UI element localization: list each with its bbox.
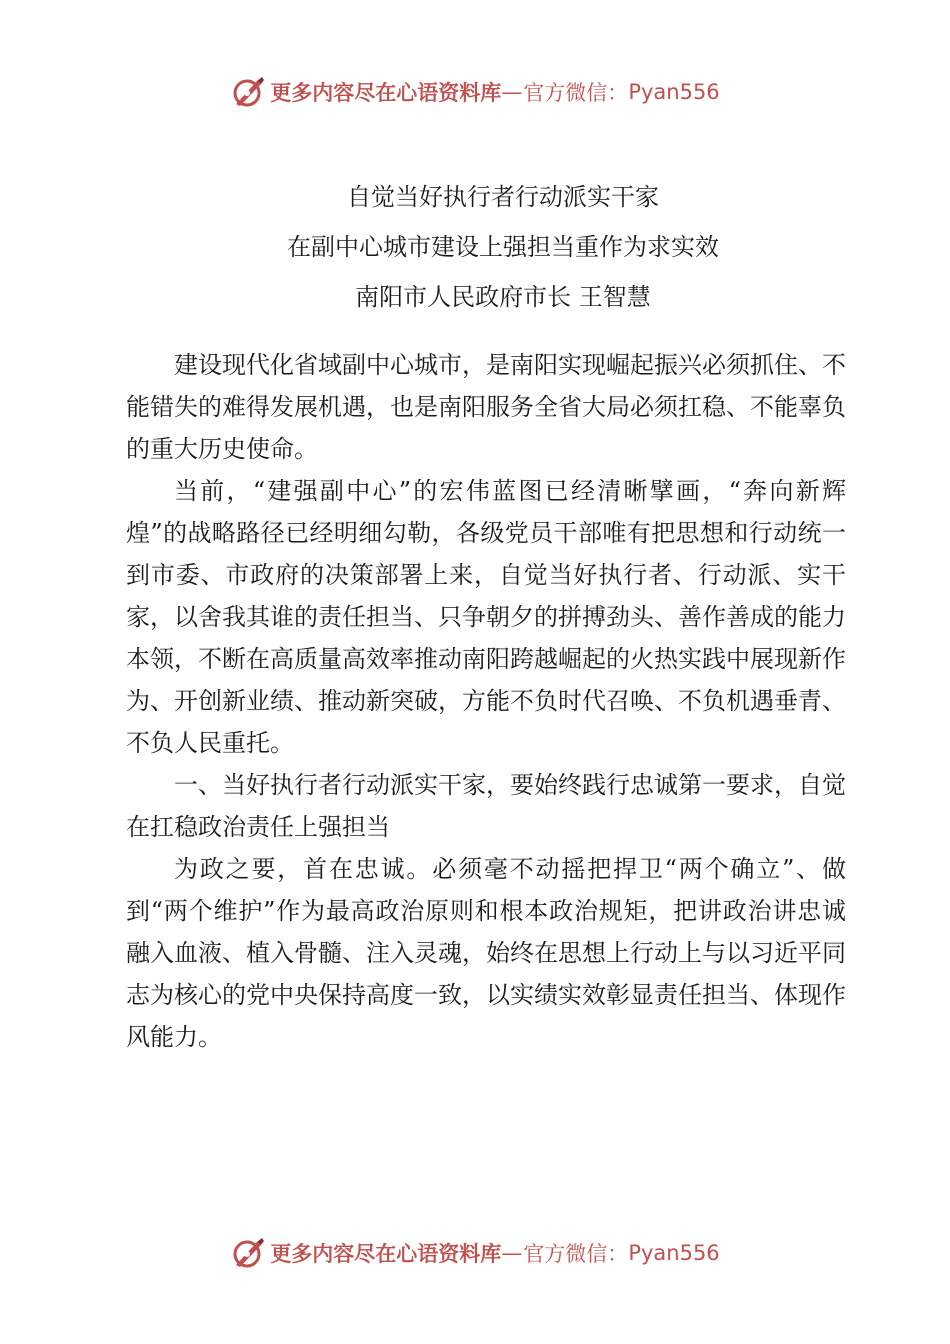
document-subtitle: 在副中心城市建设上强担当重作为求实效 [287, 233, 719, 261]
paragraph: 建设现代化省域副中心城市，是南阳实现崛起振兴必须抓住、不能错失的难得发展机遇，也是南阳服务全省大局必须扛稳、不能辜负的重大历史使命。 [126, 351, 846, 463]
banner-wechat-handle: Pyan556 [628, 80, 720, 104]
paragraph: 为政之要，首在忠诚。必须毫不动摇把捍卫“两个确立”、做到“两个维护”作为最高政治原则和根本政治规矩，把讲政治讲忠诚融入血液、植入骨髓、注入灵魂，始终在思想上行动上与以习近平同志为核心的党中央保持高度一致，以实绩实效彰显责任担当、体现作风能力。 [126, 855, 846, 1051]
document-author: 南阳市人民政府市长 王智慧 [355, 283, 651, 311]
banner-wechat-handle: Pyan556 [628, 1241, 720, 1265]
document-title: 自觉当好执行者行动派实干家 [347, 183, 659, 211]
document-body [126, 344, 846, 1058]
paragraph: 当前，“建强副中心”的宏伟蓝图已经清晰擘画，“奔向新辉煌”的战略路径已经明细勾勒，各级党员干部唯有把思想和行动统一到市委、市政府的决策部署上来，自觉当好执行者、行动派、实干家，以舍我其谁的责任担当、只争朝夕的拼搏劲头、善作善成的能力本领，不断在高质量高效率推动南阳跨越崛起的火热实践中展现新作为、开创新业绩、推动新突破，方能不负时代召唤、不负机遇垂青、不负人民重托。 [126, 477, 846, 757]
header-watermark-banner [0, 70, 950, 114]
banner-contact-label: 官方微信： [523, 81, 629, 105]
footer-watermark-banner [0, 1231, 950, 1275]
pen-logo-icon [230, 74, 266, 110]
pen-logo-icon [230, 1235, 266, 1271]
banner-contact-label: 官方微信： [523, 1242, 629, 1266]
section-heading: 一、当好执行者行动派实干家，要始终践行忠诚第一要求，自觉在扛稳政治责任上强担当 [126, 771, 846, 841]
banner-separator: — [501, 80, 524, 104]
banner-main-text: 更多内容尽在心语资料库 [270, 1242, 502, 1266]
document-title-block [0, 172, 950, 322]
banner-separator: — [501, 1241, 524, 1265]
banner-main-text: 更多内容尽在心语资料库 [270, 81, 502, 105]
